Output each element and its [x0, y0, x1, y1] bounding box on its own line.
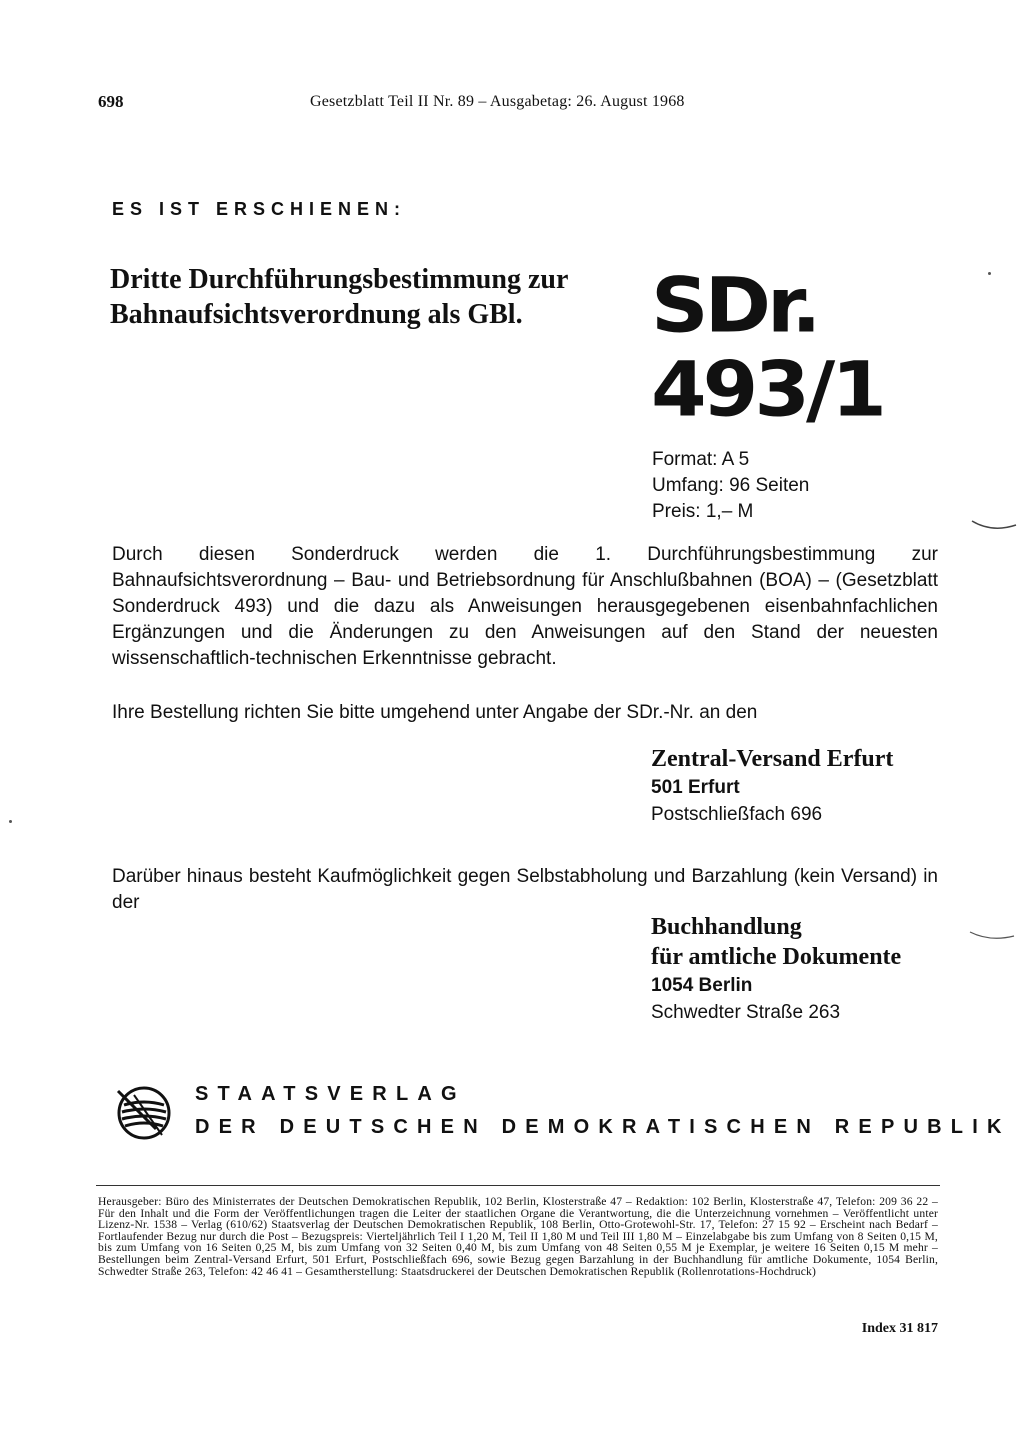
address-street: Postschließfach 696	[651, 804, 823, 825]
address-name-line-1: Buchhandlung	[651, 914, 802, 940]
announcement-heading: ES IST ERSCHIENEN:	[112, 199, 407, 219]
purchase-paragraph: Darüber hinaus besteht Kaufmöglichkeit gegen Selbstabholung und Barzahlung (kein Versand) in der	[112, 866, 938, 913]
sdr-number: 493/1	[651, 345, 883, 434]
address-zentral-versand	[651, 744, 893, 828]
scan-speck	[9, 820, 12, 823]
spec-umfang: Umfang: 96 Seiten	[652, 475, 810, 496]
address-name-line-2: für amtliche Dokumente	[651, 944, 902, 970]
running-head: Gesetzblatt Teil II Nr. 89 – Ausgabetag: 26. August 1968	[310, 93, 685, 110]
address-buchhandlung	[651, 912, 901, 1026]
address-name: Zentral-Versand Erfurt	[651, 746, 894, 772]
index-number: Index 31 817	[861, 1321, 938, 1336]
publisher-line-2: DER DEUTSCHEN DEMOKRATISCHEN REPUBLIK	[195, 1116, 1011, 1138]
imprint-divider	[96, 1185, 940, 1186]
staatsverlag-logo-icon	[116, 1085, 172, 1141]
sdr-title: SDr.	[651, 261, 818, 350]
scan-speck	[988, 272, 991, 275]
publisher-line-1: STAATSVERLAG	[195, 1083, 466, 1105]
page-number: 698	[98, 92, 124, 111]
address-city: 1054 Berlin	[651, 975, 753, 996]
address-city: 501 Erfurt	[651, 777, 740, 798]
address-street: Schwedter Straße 263	[651, 1002, 841, 1023]
order-paragraph: Ihre Bestellung richten Sie bitte umgehend unter Angabe der SDr.-Nr. an den	[112, 702, 758, 723]
scan-mark	[968, 928, 1018, 944]
description-paragraph: Durch diesen Sonderdruck werden die 1. Durchführungsbestimmung zur Bahnaufsichtsverordnung – Bau- und Betriebsordnung für Anschlußbahnen (BOA) – (Gesetzblatt Sonderdruck 493) und die dazu als Anweisungen herausgegebenen eisenbahnfachlichen Ergänzungen und die Änderungen zu den Anweisungen auf den Stand der neuesten wissenschaftlich-technischen Erkenntnisse gebracht.	[112, 544, 938, 669]
publication-specs	[652, 447, 809, 525]
imprint-text: Herausgeber: Büro des Ministerrates der Deutschen Demokratischen Republik, 102 Berlin, Klosterstraße 47 – Redaktion: 102 Berlin, Klosterstraße 47, Telefon: 209 36 22 – Für den Inhalt und die Form der Veröffentlichungen tragen die Leiter der staatlichen Organe die Verantwortung, die die Unterzeichnung vornehmen – Veröffentlicht unter Lizenz-Nr. 1538 – Verlag (610/62) Staatsverlag der Deutschen Demokratischen Republik, 108 Berlin, Otto-Grotewohl-Str. 17, Telefon: 27 15 92 – Erscheint nach Bedarf – Fortlaufender Bezug nur durch die Post – Bezugspreis: Vierteljährlich Teil I 1,20 M, Teil II 1,80 M und Teil III 1,80 M – Einzelabgabe bis zum Umfang von 8 Seiten 0,15 M, bis zum Umfang von 16 Seiten 0,25 M, bis zum Umfang von 32 Seiten 0,40 M, bis zum Umfang von 48 Seiten 0,55 M je Exemplar, je weitere 16 Seiten 0,15 M mehr – Bestellungen beim Zentral-Versand Erfurt, 501 Erfurt, Postschließfach 696, sowie Bezug gegen Barzahlung in der Buchhandlung für amtliche Dokumente, 1054 Berlin, Schwedter Straße 263, Telefon: 42 46 41 – Gesamtherstellung: Staatsdruckerei der Deutschen Demokratischen Republik (Rollenrotations-Hochdruck)	[98, 1195, 938, 1278]
spec-format: Format: A 5	[652, 449, 750, 470]
headline-line-1: Dritte Durchführungsbestimmung zur	[110, 264, 569, 295]
scan-mark	[970, 515, 1020, 535]
spec-preis: Preis: 1,– M	[652, 501, 754, 522]
headline-line-2: Bahnaufsichtsverordnung als GBl.	[110, 299, 523, 330]
publication-headline	[110, 262, 650, 332]
